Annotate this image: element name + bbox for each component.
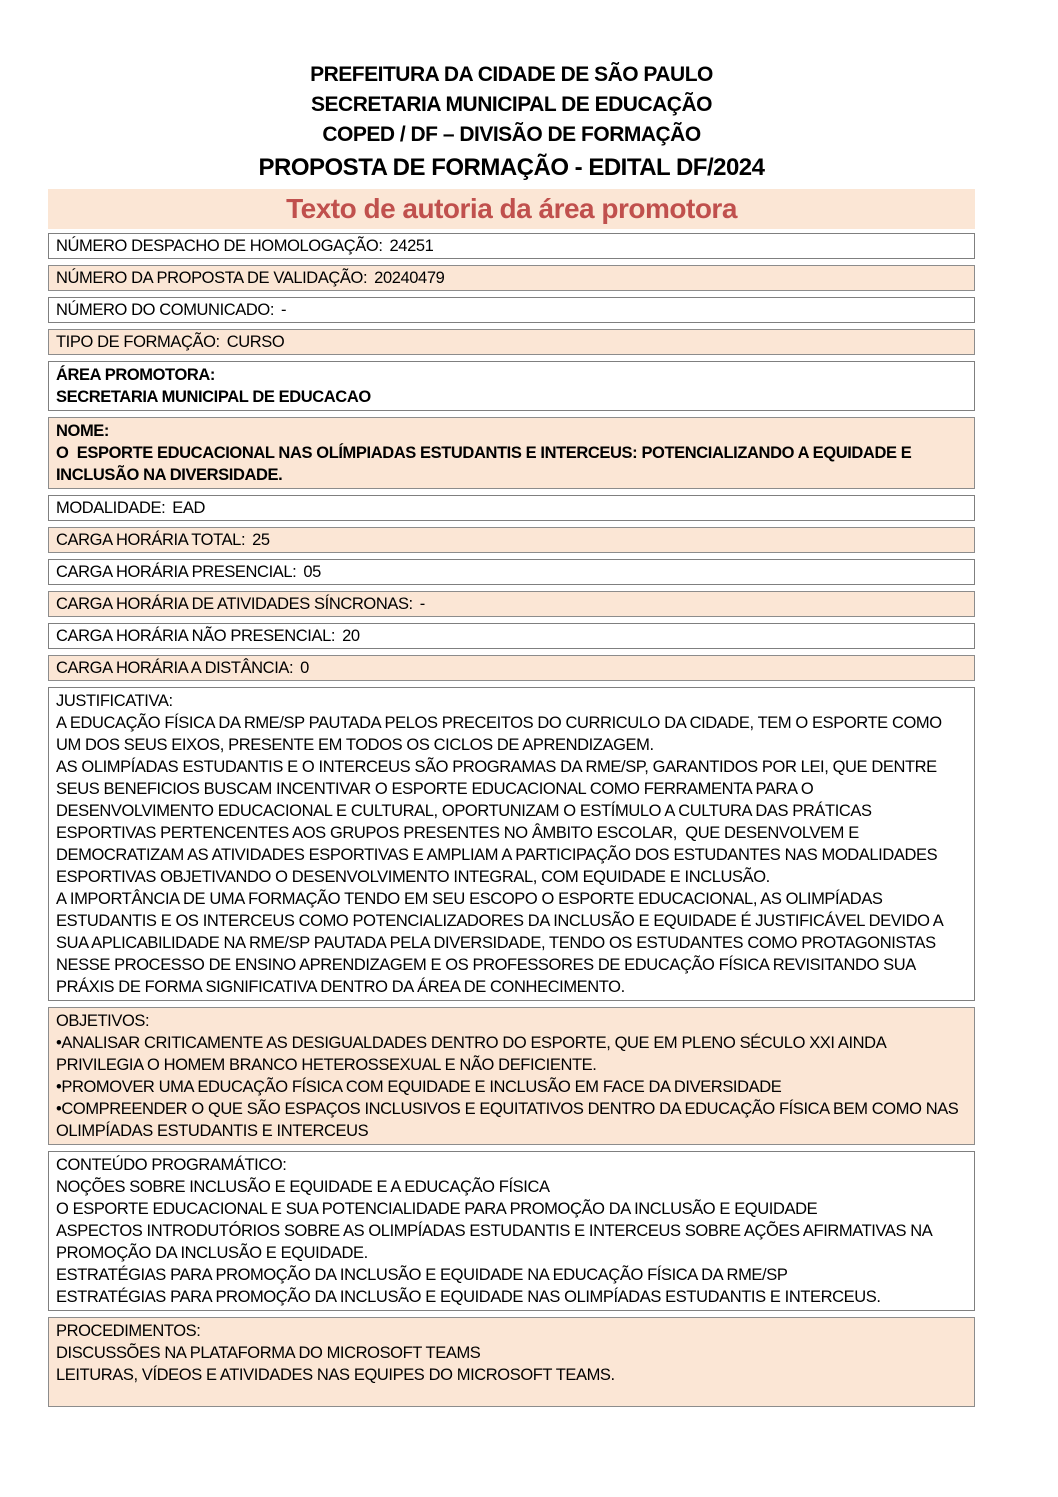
block-area-promotora — [48, 361, 975, 411]
block-paragraph: AS OLIMPÍADAS ESTUDANTIS E O INTERCEUS SÃO PROGRAMAS DA RME/SP, GARANTIDOS POR LEI, QUE DENTRE SEUS BENEFICIOS BUSCAM INCENTIVAR O ESPORTE EDUCACIONAL COMO FERRAMENTA PARA O DESENVOLVIMENTO EDUCACIONAL E CULTURAL, OPORTUNIZAM O ESTÍMULO A CULTURA DAS PRÁTICAS ESPORTIVAS PERTENCENTES AOS GRUPOS PRESENTES NO ÂMBITO ESCOLAR, QUE DESENVOLVEM E DEMOCRATIZAM AS ATIVIDADES ESPORTIVAS E AMPLIAM A PARTICIPAÇÃO DOS ESTUDANTES NAS MODALIDADES ESPORTIVAS OBJETIVANDO O DESENVOLVIMENTO INTEGRAL, COM EQUIDADE E INCLUSÃO. — [56, 758, 942, 886]
field-label: NÚMERO DA PROPOSTA DE VALIDAÇÃO: — [56, 269, 368, 287]
block-text: O ESPORTE EDUCACIONAL NAS OLÍMPIADAS ESTUDANTIS E INTERCEUS: POTENCIALIZANDO A EQUIDADE E INCLUSÃO NA DIVERSIDADE. — [56, 444, 916, 484]
block-title: OBJETIVOS: — [56, 1012, 150, 1030]
block-title: NOME: — [56, 422, 109, 440]
field-value: 20 — [342, 627, 360, 645]
block-paragraph: A IMPORTÂNCIA DE UMA FORMAÇÃO TENDO EM SEU ESCOPO O ESPORTE EDUCACIONAL, AS OLIMPÍADAS ESTUDANTIS E OS INTERCEUS COMO POTENCIALIZADORES DA INCLUSÃO E EQUIDADE É JUSTIFICÁVEL DEVIDO A SUA APLICABILIDADE NA RME/SP PAUTADA PELA DIVERSIDADE, TENDO OS ESTUDANTES COMO PROTAGONISTAS NESSE PROCESSO DE ENSINO APRENDIZAGEM E OS PROFESSORES DE EDUCAÇÃO FÍSICA REVISITANDO SUA PRÁXIS DE FORMA SIGNIFICATIVA DENTRO DA ÁREA DE CONHECIMENTO. — [56, 890, 947, 996]
field-value: EAD — [172, 499, 206, 517]
field-modalidade — [48, 495, 975, 521]
field-tipo-formacao — [48, 329, 975, 355]
block-nome — [48, 417, 975, 489]
block-bullet: •PROMOVER UMA EDUCAÇÃO FÍSICA COM EQUIDADE E INCLUSÃO EM FACE DA DIVERSIDADE — [56, 1078, 782, 1096]
block-title: JUSTIFICATIVA: — [56, 692, 173, 710]
block-bullet: •ANALISAR CRITICAMENTE AS DESIGUALDADES DENTRO DO ESPORTE, QUE EM PLENO SÉCULO XXI AINDA PRIVILEGIA O HOMEM BRANCO HETEROSSEXUAL E NÃO DEFICIENTE. — [56, 1034, 890, 1074]
field-carga-horaria-total — [48, 527, 975, 553]
field-carga-horaria-sincronas — [48, 591, 975, 617]
block-bullet: •COMPREENDER O QUE SÃO ESPAÇOS INCLUSIVOS E EQUITATIVOS DENTRO DA EDUCAÇÃO FÍSICA BEM COMO NAS OLIMPÍADAS ESTUDANTIS E INTERCEUS — [56, 1100, 963, 1140]
field-numero-comunicado — [48, 297, 975, 323]
field-value: 05 — [303, 563, 321, 581]
document-header — [48, 60, 975, 186]
header-line-proposta: PROPOSTA DE FORMAÇÃO - EDITAL DF/2024 — [258, 154, 765, 181]
header-line-coped: COPED / DF – DIVISÃO DE FORMAÇÃO — [322, 123, 701, 146]
field-label: CARGA HORÁRIA DE ATIVIDADES SÍNCRONAS: — [56, 595, 413, 613]
block-title: ÁREA PROMOTORA: — [56, 366, 216, 384]
block-paragraph: NOÇÕES SOBRE INCLUSÃO E EQUIDADE E A EDUCAÇÃO FÍSICA — [56, 1178, 550, 1196]
field-label: MODALIDADE: — [56, 499, 166, 517]
block-paragraph: LEITURAS, VÍDEOS E ATIVIDADES NAS EQUIPES DO MICROSOFT TEAMS. — [56, 1366, 615, 1384]
field-label: TIPO DE FORMAÇÃO: — [56, 333, 220, 351]
field-carga-horaria-nao-presencial — [48, 623, 975, 649]
field-label: CARGA HORÁRIA A DISTÂNCIA: — [56, 659, 294, 677]
block-title: CONTEÚDO PROGRAMÁTICO: — [56, 1156, 287, 1174]
field-value: 20240479 — [374, 269, 445, 287]
field-value: 24251 — [389, 237, 434, 255]
field-label: CARGA HORÁRIA TOTAL: — [56, 531, 246, 549]
field-numero-despacho-homologacao — [48, 233, 975, 259]
field-label: NÚMERO DESPACHO DE HOMOLOGAÇÃO: — [56, 237, 383, 255]
block-conteudo-programatico — [48, 1151, 975, 1311]
header-line-prefeitura: PREFEITURA DA CIDADE DE SÃO PAULO — [310, 63, 713, 86]
field-value: - — [419, 595, 425, 613]
fields-table — [48, 233, 975, 1407]
block-paragraph: ASPECTOS INTRODUTÓRIOS SOBRE AS OLIMPÍADAS ESTUDANTIS E INTERCEUS SOBRE AÇÕES AFIRMATIVAS NA PROMOÇÃO DA INCLUSÃO E EQUIDADE. — [56, 1222, 936, 1262]
block-paragraph: ESTRATÉGIAS PARA PROMOÇÃO DA INCLUSÃO E EQUIDADE NAS OLIMPÍADAS ESTUDANTIS E INTERCEUS. — [56, 1288, 881, 1306]
field-label: CARGA HORÁRIA PRESENCIAL: — [56, 563, 297, 581]
field-label: NÚMERO DO COMUNICADO: — [56, 301, 275, 319]
field-numero-proposta-validacao — [48, 265, 975, 291]
block-title: PROCEDIMENTOS: — [56, 1322, 201, 1340]
field-carga-horaria-presencial — [48, 559, 975, 585]
block-objetivos — [48, 1007, 975, 1145]
block-paragraph: A EDUCAÇÃO FÍSICA DA RME/SP PAUTADA PELOS PRECEITOS DO CURRICULO DA CIDADE, TEM O ESPORTE COMO UM DOS SEUS EIXOS, PRESENTE EM TODOS OS CICLOS DE APRENDIZAGEM. — [56, 714, 946, 754]
block-paragraph: ESTRATÉGIAS PARA PROMOÇÃO DA INCLUSÃO E EQUIDADE NA EDUCAÇÃO FÍSICA DA RME/SP — [56, 1266, 788, 1284]
field-label: CARGA HORÁRIA NÃO PRESENCIAL: — [56, 627, 336, 645]
block-paragraph: DISCUSSÕES NA PLATAFORMA DO MICROSOFT TEAMS — [56, 1344, 481, 1362]
field-value: CURSO — [226, 333, 285, 351]
field-value: 25 — [252, 531, 270, 549]
block-paragraph: O ESPORTE EDUCACIONAL E SUA POTENCIALIDADE PARA PROMOÇÃO DA INCLUSÃO E EQUIDADE — [56, 1200, 818, 1218]
block-justificativa — [48, 687, 975, 1001]
field-carga-horaria-distancia — [48, 655, 975, 681]
field-value: 0 — [300, 659, 309, 677]
field-value: - — [281, 301, 287, 319]
banner-texto-autoria: Texto de autoria da área promotora — [48, 189, 975, 229]
block-procedimentos — [48, 1317, 975, 1407]
block-text: SECRETARIA MUNICIPAL DE EDUCACAO — [56, 388, 371, 406]
header-line-secretaria: SECRETARIA MUNICIPAL DE EDUCAÇÃO — [311, 93, 712, 116]
